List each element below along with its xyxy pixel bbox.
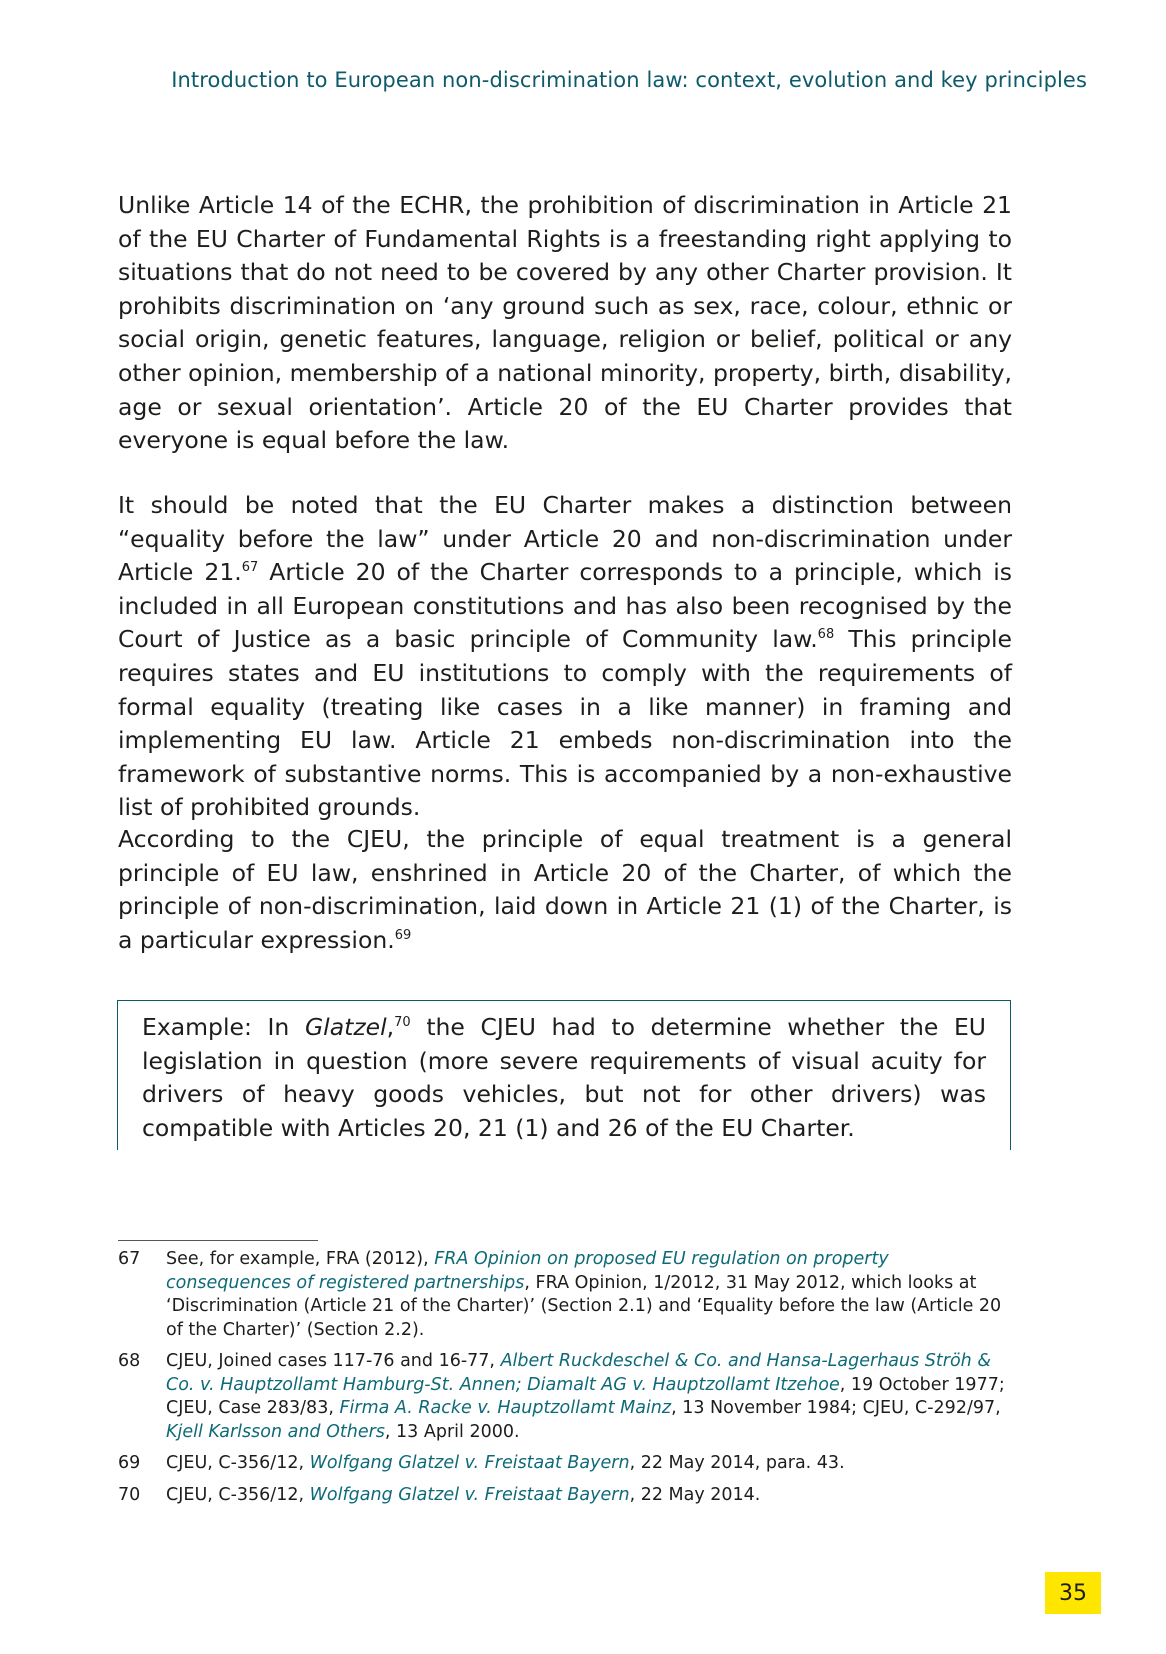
footnote-ref-68[interactable]: 68 xyxy=(817,627,835,643)
footnote-link[interactable]: Wolfgang Glatzel v. Freistaat Bayern xyxy=(309,1484,630,1505)
example-prefix: Example: In xyxy=(142,1013,305,1041)
footnote-plain-text: , 22 May 2014, para. 43. xyxy=(629,1453,845,1473)
footnote-plain-text: , FRA Opinion, 1/2012, 31 May 2012, which looks at ‘Discrimination (Article 21 of the Charter)’ (Section 2.1) and ‘Equality before the law (Article 20 of the Charter)’ (Section 2.2). xyxy=(166,1272,1002,1340)
footnote-text xyxy=(166,1452,1012,1476)
footnote-link[interactable]: Wolfgang Glatzel v. Freistaat Bayern xyxy=(309,1453,630,1473)
footnote-plain-text: CJEU, Joined cases 117-76 and 16-77, xyxy=(166,1351,501,1371)
footnote-ref-70[interactable]: 70 xyxy=(394,1015,411,1031)
footnote-69 xyxy=(118,1452,1012,1476)
body-paragraph-2 xyxy=(118,489,1012,825)
paragraph-3-text-1: According to the CJEU, the principle of equal treatment is a general principle of EU law, enshrined in Article 20 of the Charter, of which the principle of non-discrimination, laid down in Article 21 (1) of the Charter, is a particular expression. xyxy=(118,825,1012,954)
footnote-link[interactable]: Albert Ruckdeschel & Co. and Hansa-Lagerhaus Ströh & Co. v. Hauptzollamt Hamburg-St. Annen; Diamalt AG v. Hauptzollamt Itzehoe xyxy=(166,1351,991,1395)
footnote-number: 67 xyxy=(118,1249,141,1269)
footnote-link[interactable]: Firma A. Racke v. Hauptzollamt Mainz xyxy=(339,1398,672,1418)
footnote-number: 69 xyxy=(118,1453,141,1473)
footnote-68 xyxy=(118,1350,1012,1444)
footnote-plain-text: , 13 November 1984; CJEU, C-292/97, xyxy=(671,1398,1001,1418)
footnote-plain-text: , 13 April 2000. xyxy=(384,1421,520,1442)
footnote-plain-text: See, for example, FRA (2012), xyxy=(166,1249,435,1269)
footnote-67 xyxy=(118,1248,1012,1342)
footnote-70 xyxy=(118,1484,1012,1508)
example-comma: , xyxy=(386,1013,395,1041)
footnote-text xyxy=(166,1248,1012,1342)
example-body: the CJEU had to determine whether the EU legislation in question (more severe requirements of visual acuity for drivers of heavy goods vehicles, but not for other drivers) was compatible with Articles 20, 21 (1) and 26 of the EU Charter. xyxy=(142,1013,986,1142)
footnotes xyxy=(118,1248,1012,1515)
footnote-plain-text: , 19 October 1977; CJEU, Case 283/83, xyxy=(166,1374,1005,1418)
paragraph-2-text-1: It should be noted that the EU Charter makes a distinction between “equality before the law” under Article 20 and non-discrimination under Article 21. xyxy=(118,491,1012,587)
footnote-number: 70 xyxy=(118,1484,141,1505)
footnote-plain-text: , 22 May 2014. xyxy=(629,1484,761,1505)
body-paragraph-1: Unlike Article 14 of the ECHR, the prohibition of discrimination in Article 21 of the EU Charter of Fundamental Rights is a freestanding right applying to situations that do not need to be covered by any other Charter provision. It prohibits discrimination on ‘any ground such as sex, race, colour, ethnic or social origin, genetic features, language, religion or belief, political or any other opinion, membership of a national minority, property, birth, disability, age or sexual orientation’. Article 20 of the EU Charter provides that everyone is equal before the law. xyxy=(118,191,1012,455)
example-box xyxy=(117,1000,1011,1150)
paragraph-2-text-2: Article 20 of the Charter corresponds to a principle, which is included in all European constitutions and has also been recognised by the Court of Justice as a basic principle of Community law. xyxy=(118,558,1013,654)
footnote-plain-text: CJEU, C-356/12, xyxy=(166,1484,310,1505)
footnote-ref-69[interactable]: 69 xyxy=(394,927,412,943)
paragraph-2-text-3: This principle requires states and EU institutions to comply with the requirements of formal equality (treating like cases in a like manner) in framing and implementing EU law. Article 21 embeds non-discrimination into the framework of substantive norms. This is accompanied by a non-exhaustive list of prohibited grounds. xyxy=(118,625,1012,822)
footnote-text xyxy=(166,1484,1012,1508)
footnote-ref-67[interactable]: 67 xyxy=(241,560,259,576)
example-case-name: Glatzel xyxy=(304,1013,387,1041)
footnote-link[interactable]: FRA Opinion on proposed EU regulation on property consequences of registered partnerships xyxy=(166,1249,889,1293)
page-number-badge: 35 xyxy=(1045,1572,1101,1614)
footnote-plain-text: CJEU, C-356/12, xyxy=(166,1453,310,1473)
footnote-link[interactable]: Kjell Karlsson and Others xyxy=(166,1421,385,1442)
running-header: Introduction to European non-discrimination law: context, evolution and key principles xyxy=(171,68,1087,92)
footnote-number: 68 xyxy=(118,1351,141,1371)
footnote-divider xyxy=(118,1240,318,1241)
footnote-text xyxy=(166,1350,1012,1444)
example-text xyxy=(142,1011,986,1145)
body-paragraph-3 xyxy=(118,823,1012,957)
